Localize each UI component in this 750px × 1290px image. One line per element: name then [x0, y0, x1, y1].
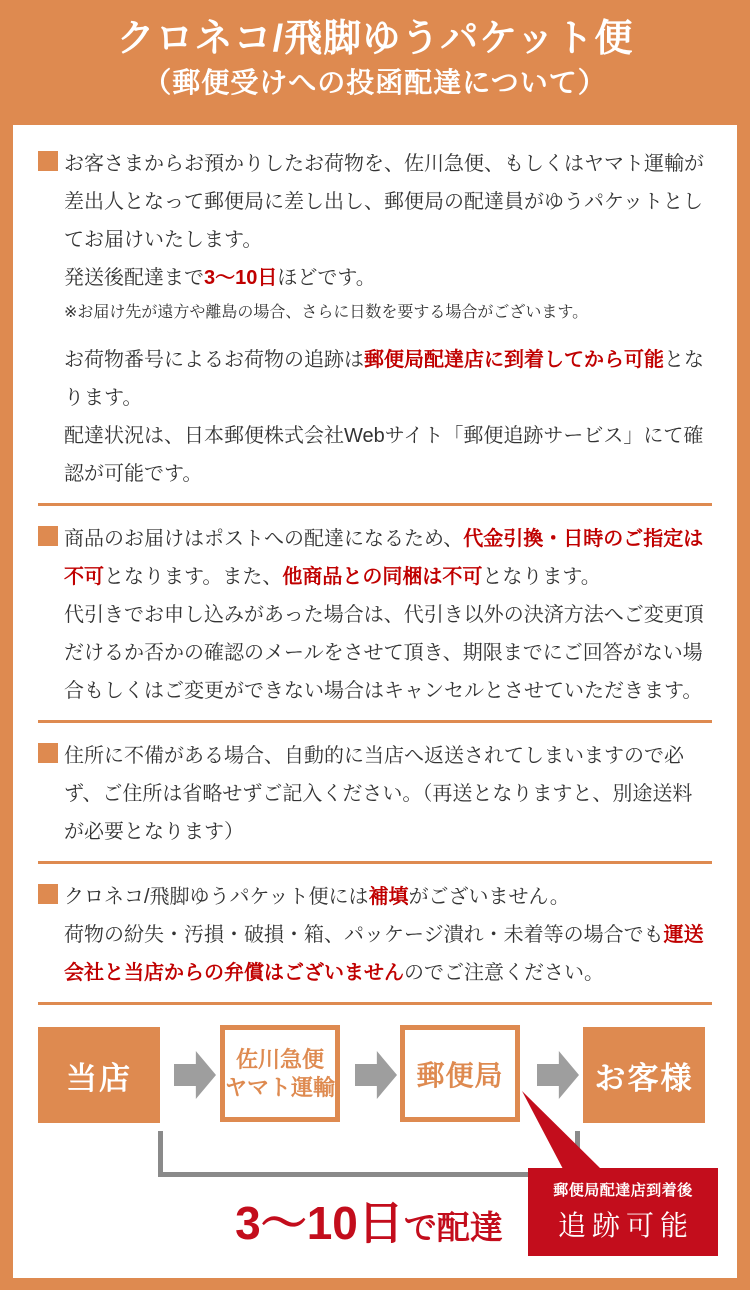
- carrier-line2: ヤマト運輸: [225, 1074, 336, 1100]
- text-run: クロネコ/飛脚ゆうパケット便には: [64, 886, 369, 908]
- flow-node-customer: お客様: [583, 1027, 705, 1123]
- right-arrow-icon: [355, 1051, 397, 1099]
- text-run: お客さまからお預かりしたお荷物を、佐川急便、もしくはヤマト運輸が差出人となって郵便局に差し出し、郵便局の配達員がゆうパケットとしてお届けいたします。: [64, 153, 704, 251]
- duration-suffix: で配達: [403, 1209, 503, 1246]
- highlight-run: 代金引換・日時のご指定は不可: [64, 528, 704, 588]
- paragraph: 配達状況は、日本郵便株式会社Webサイト「郵便追跡サービス」にて確認が可能です。: [64, 425, 704, 485]
- text-run: となります。: [482, 566, 601, 588]
- text-run: 荷物の紛失・汚損・破損・箱、パッケージ潰れ・未着等の場合でも: [64, 924, 664, 946]
- flow-node-store: 当店: [38, 1027, 160, 1123]
- bullet-square-icon: [38, 884, 58, 904]
- section-address-warning: [38, 737, 712, 851]
- duration-label: [158, 1187, 580, 1253]
- flow-node-post-office: 郵便局: [400, 1025, 520, 1122]
- callout-line1: 郵便局配達店到着後: [553, 1182, 693, 1199]
- paragraph: [38, 878, 712, 916]
- paragraph: [38, 341, 712, 417]
- delivery-flow-diagram: [13, 1015, 737, 1285]
- bullet-square-icon: [38, 151, 58, 171]
- section-divider: [38, 503, 712, 506]
- text-run: お荷物番号によるお荷物の追跡は: [64, 349, 364, 371]
- bullet-square-icon: [38, 743, 58, 763]
- duration-bracket: [158, 1131, 580, 1177]
- section-payment-restrictions: [38, 520, 712, 710]
- tracking-callout: [528, 1168, 718, 1256]
- section-divider: [38, 861, 712, 864]
- page-header: [0, 0, 750, 100]
- text-run: となります。: [64, 349, 704, 409]
- duration-days: 3〜10日: [235, 1197, 404, 1249]
- content-panel: [13, 125, 737, 1278]
- paragraph: [38, 145, 712, 259]
- flow-node-carrier: [220, 1025, 340, 1122]
- paragraph: [38, 737, 712, 851]
- highlight-run: 運送会社と当店からの弁償はございません: [64, 924, 704, 984]
- text-run: 住所に不備がある場合、自動的に当店へ返送されてしまいますので必ず、ご住所は省略せずご記入ください。（再送となりますと、別途送料が必要となります）: [64, 745, 693, 843]
- paragraph: [38, 916, 712, 992]
- highlight-run: 3〜10日: [204, 267, 278, 289]
- bullet-square-icon: [38, 526, 58, 546]
- right-arrow-icon: [174, 1051, 216, 1099]
- section-divider: [38, 720, 712, 723]
- text-run: 発送後配達まで: [64, 267, 204, 289]
- callout-line2: 追跡可能: [557, 1210, 694, 1241]
- highlight-run: 補填: [368, 886, 409, 908]
- page-title: クロネコ/飛脚ゆうパケット便: [116, 18, 634, 60]
- paragraph: [38, 520, 712, 596]
- highlight-run: 他商品との同梱は不可: [282, 566, 483, 588]
- text-run: のでご注意ください。: [404, 962, 604, 984]
- highlight-run: 郵便局配達店に到着してから可能: [364, 349, 664, 371]
- text-run: がございません。: [408, 886, 570, 908]
- text-run: となります。また、: [104, 566, 283, 588]
- paragraph: 代引きでお申し込みがあった場合は、代引き以外の決済方法へご変更頂だけるか否かの確認のメールをさせて頂き、期限までにご回答がない場合もしくはご変更ができない場合はキャンセルとさせていただきます。: [64, 604, 704, 702]
- text-run: ほどです。: [277, 267, 376, 289]
- text-run: 商品のお届けはポストへの配達になるため、: [64, 528, 464, 550]
- paragraph: [38, 259, 712, 297]
- page-subtitle: （郵便受けへの投函配達について）: [143, 67, 607, 98]
- carrier-line1: 佐川急便: [235, 1046, 324, 1072]
- callout-pointer-icon: [518, 1089, 618, 1171]
- section-divider: [38, 1002, 712, 1005]
- footnote: ※お届け先が遠方や離島の場合、さらに日数を要する場合がございます。: [64, 304, 589, 321]
- section-delivery-overview: [38, 145, 712, 493]
- section-no-compensation: [38, 878, 712, 992]
